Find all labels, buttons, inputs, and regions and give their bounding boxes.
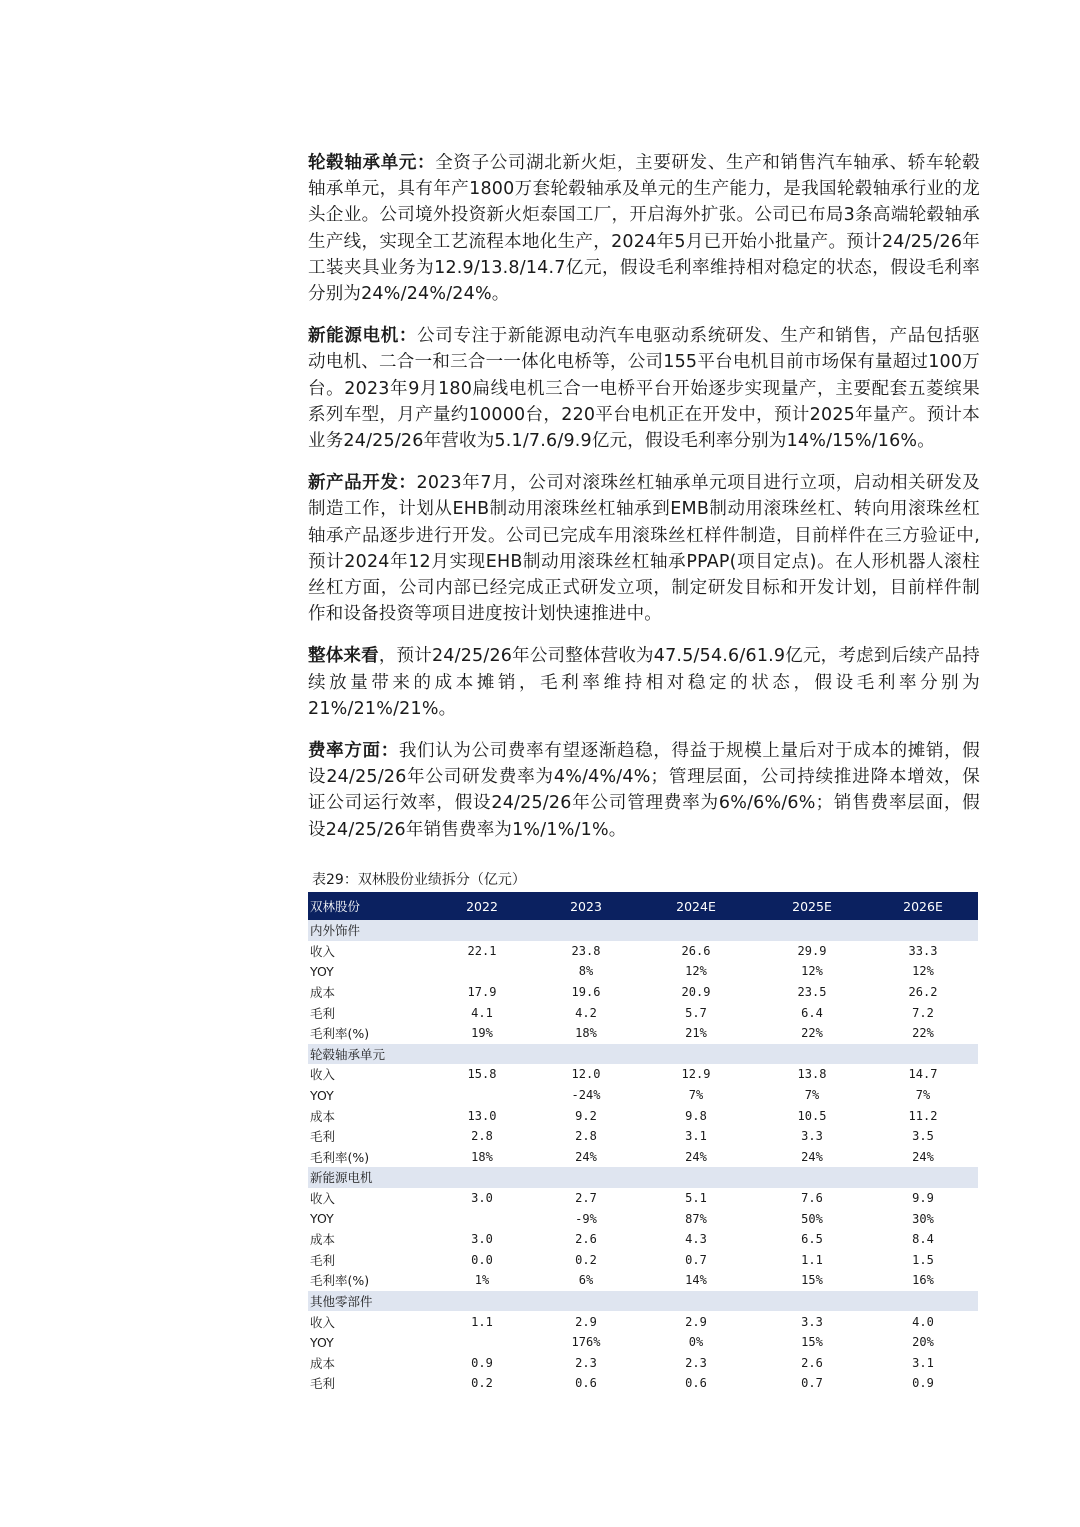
value-cell: 26.6 bbox=[681, 943, 711, 958]
table-row bbox=[308, 1229, 978, 1250]
row-label: 毛利 bbox=[310, 1005, 336, 1021]
value-cell: 2.7 bbox=[575, 1191, 597, 1206]
row-label: 成本 bbox=[310, 1232, 336, 1248]
paragraph-lead: 费率方面： bbox=[308, 741, 399, 762]
value-cell: 29.9 bbox=[797, 943, 827, 958]
value-cell: 12% bbox=[801, 964, 823, 979]
row-label: 毛利 bbox=[310, 1129, 336, 1145]
value-cell: 50% bbox=[801, 1211, 823, 1226]
value-cell: 24% bbox=[801, 1149, 823, 1164]
table-section-row bbox=[308, 920, 978, 941]
value-cell: 2.9 bbox=[685, 1314, 707, 1329]
value-cell: 7.2 bbox=[912, 1005, 934, 1020]
value-cell: 2.9 bbox=[575, 1314, 597, 1329]
paragraph-new-product bbox=[308, 470, 980, 627]
section-label: 轮毂轴承单元 bbox=[308, 1044, 978, 1065]
value-cell: 30% bbox=[912, 1211, 934, 1226]
value-cell: 20.9 bbox=[681, 985, 711, 1000]
value-cell: 3.1 bbox=[912, 1355, 934, 1370]
value-cell: 8% bbox=[578, 964, 594, 979]
value-cell: 4.1 bbox=[471, 1005, 493, 1020]
value-cell: 0.2 bbox=[575, 1252, 597, 1267]
table-row bbox=[308, 1311, 978, 1332]
value-cell: 12.0 bbox=[571, 1067, 601, 1082]
value-cell: 13.0 bbox=[467, 1108, 497, 1123]
table-row bbox=[308, 961, 978, 982]
value-cell: 18% bbox=[471, 1149, 493, 1164]
value-cell: 3.3 bbox=[801, 1129, 823, 1144]
value-cell: 19.6 bbox=[571, 985, 601, 1000]
value-cell: 2.3 bbox=[685, 1355, 707, 1370]
row-label: 收入 bbox=[310, 1191, 336, 1207]
value-cell: 3.1 bbox=[685, 1129, 707, 1144]
value-cell: 15% bbox=[801, 1335, 823, 1350]
table-row bbox=[308, 1373, 978, 1394]
value-cell: 0.9 bbox=[471, 1355, 493, 1370]
value-cell: 24% bbox=[912, 1149, 934, 1164]
header-cell: 2022 bbox=[428, 892, 536, 920]
value-cell: 9.9 bbox=[912, 1191, 934, 1206]
value-cell: 14.7 bbox=[908, 1067, 938, 1082]
value-cell: 26.2 bbox=[908, 985, 938, 1000]
value-cell: 24% bbox=[575, 1149, 597, 1164]
table-row bbox=[308, 1332, 978, 1353]
row-label: 毛利率(%) bbox=[310, 1149, 370, 1165]
value-cell: 0.6 bbox=[685, 1376, 707, 1391]
value-cell: 11.2 bbox=[908, 1108, 938, 1123]
paragraph-lead: 新能源电机： bbox=[308, 326, 418, 347]
value-cell: 7% bbox=[804, 1088, 820, 1103]
value-cell: 7% bbox=[915, 1088, 931, 1103]
row-label: 成本 bbox=[310, 985, 336, 1001]
paragraph-text: 公司专注于新能源电动汽车电驱动系统研发、生产和销售，产品包括驱动电机、二合一和三合一一体化电桥等，公司155平台电机目前市场保有量超过100万台。2023年9月180扁线电机三合一电桥平台开始逐步实现量产，主要配套五菱缤果系列车型，月产量约10000台，220平台电机正在开发中，预计2025年量产。预计本业务24/25/26年营收为5.1/7.6/9.9亿元，假设毛利率分别为14%/15%/16%。 bbox=[308, 326, 981, 452]
row-label: 成本 bbox=[310, 1108, 336, 1124]
value-cell: 5.7 bbox=[685, 1005, 707, 1020]
table-row bbox=[308, 1250, 978, 1271]
value-cell: 4.3 bbox=[685, 1232, 707, 1247]
value-cell: 22% bbox=[912, 1026, 934, 1041]
value-cell: 1.5 bbox=[912, 1252, 934, 1267]
value-cell: 23.5 bbox=[797, 985, 827, 1000]
value-cell: 3.0 bbox=[471, 1232, 493, 1247]
value-cell: 3.0 bbox=[471, 1191, 493, 1206]
value-cell: 0.0 bbox=[471, 1252, 493, 1267]
table-section-row bbox=[308, 1044, 978, 1065]
row-label: YOY bbox=[310, 1087, 334, 1103]
body-text bbox=[308, 150, 980, 859]
value-cell: 33.3 bbox=[908, 943, 938, 958]
paragraph-hub-bearing bbox=[308, 150, 980, 307]
paragraph-lead: 整体来看 bbox=[308, 646, 379, 667]
section-label: 内外饰件 bbox=[308, 920, 978, 941]
value-cell bbox=[428, 1332, 536, 1353]
row-label: YOY bbox=[310, 1334, 334, 1350]
value-cell: 22.1 bbox=[467, 943, 497, 958]
row-label: 毛利率(%) bbox=[310, 1273, 370, 1289]
value-cell: 16% bbox=[912, 1273, 934, 1288]
value-cell: 6.4 bbox=[801, 1005, 823, 1020]
row-label: 收入 bbox=[310, 943, 336, 959]
value-cell: 6.5 bbox=[801, 1232, 823, 1247]
row-label: YOY bbox=[310, 1211, 334, 1227]
value-cell: 22% bbox=[801, 1026, 823, 1041]
value-cell: 0.7 bbox=[685, 1252, 707, 1267]
value-cell: -9% bbox=[575, 1211, 597, 1226]
table-row bbox=[308, 1002, 978, 1023]
header-cell: 2026E bbox=[868, 892, 978, 920]
table-row bbox=[308, 1105, 978, 1126]
value-cell: 2.6 bbox=[801, 1355, 823, 1370]
header-cell: 2023 bbox=[536, 892, 636, 920]
paragraph-lead: 新产品开发： bbox=[308, 473, 417, 494]
row-label: 收入 bbox=[310, 1067, 336, 1083]
value-cell: 9.8 bbox=[685, 1108, 707, 1123]
value-cell: 21% bbox=[685, 1026, 707, 1041]
table-section-row bbox=[308, 1167, 978, 1188]
value-cell: 15.8 bbox=[467, 1067, 497, 1082]
value-cell: 176% bbox=[571, 1335, 601, 1350]
value-cell: 5.1 bbox=[685, 1191, 707, 1206]
header-cell: 2024E bbox=[636, 892, 756, 920]
table-row bbox=[308, 982, 978, 1003]
section-label: 新能源电机 bbox=[308, 1167, 978, 1188]
table-header-row bbox=[308, 892, 978, 920]
value-cell: 87% bbox=[685, 1211, 707, 1226]
table-row bbox=[308, 1147, 978, 1168]
value-cell: 1% bbox=[474, 1273, 490, 1288]
value-cell: 6% bbox=[578, 1273, 594, 1288]
header-cell: 2025E bbox=[756, 892, 868, 920]
value-cell: 0.6 bbox=[575, 1376, 597, 1391]
value-cell: 3.5 bbox=[912, 1129, 934, 1144]
value-cell: 7.6 bbox=[801, 1191, 823, 1206]
value-cell: 10.5 bbox=[797, 1108, 827, 1123]
table-section-row bbox=[308, 1291, 978, 1312]
value-cell bbox=[428, 1085, 536, 1106]
paragraph-lead: 轮毂轴承单元： bbox=[308, 153, 436, 173]
table-row bbox=[308, 1126, 978, 1147]
paragraph-text: 我们认为公司费率有望逐渐趋稳，得益于规模上量后对于成本的摊销，假设24/25/26年公司研发费率为4%/4%/4%；管理层面，公司持续推进降本增效，保证公司运行效率，假设24/25/26年公司管理费率为6%/6%/6%；销售费率层面，假设24/25/26年销售费率为1%/1%/1%。 bbox=[308, 741, 980, 840]
value-cell: 12% bbox=[912, 964, 934, 979]
value-cell: 12% bbox=[685, 964, 707, 979]
table-row bbox=[308, 941, 978, 962]
value-cell: 0.2 bbox=[471, 1376, 493, 1391]
value-cell: 0% bbox=[688, 1335, 704, 1350]
value-cell: 2.8 bbox=[471, 1129, 493, 1144]
paragraph-text: 全资子公司湖北新火炬，主要研发、生产和销售汽车轴承、轿车轮毂轴承单元，具有年产1800万套轮毂轴承及单元的生产能力，是我国轮毂轴承行业的龙头企业。公司境外投资新火炬泰国工厂，开启海外扩张。公司已布局3条高端轮毂轴承生产线，实现全工艺流程本地化生产，2024年5月已开始小批量产。预计24/25/26年工装夹具业务为12.9/13.8/14.7亿元，假设毛利率维持相对稳定的状态，假设毛利率分别为24%/24%/24%。 bbox=[308, 153, 981, 305]
value-cell bbox=[428, 1208, 536, 1229]
row-label: YOY bbox=[310, 963, 334, 979]
value-cell: 4.0 bbox=[912, 1314, 934, 1329]
row-label: 毛利 bbox=[310, 1376, 336, 1392]
value-cell: 1.1 bbox=[801, 1252, 823, 1267]
paragraph-text: ，预计24/25/26年公司整体营收为47.5/54.6/61.9亿元，考虑到后续产品持续放量带来的成本摊销，毛利率维持相对稳定的状态，假设毛利率分别为21%/21%/21%。 bbox=[308, 646, 980, 719]
row-label: 毛利 bbox=[310, 1252, 336, 1268]
value-cell: 2.8 bbox=[575, 1129, 597, 1144]
table-row bbox=[308, 1188, 978, 1209]
value-cell: 0.9 bbox=[912, 1376, 934, 1391]
table-row bbox=[308, 1064, 978, 1085]
value-cell: 1.1 bbox=[471, 1314, 493, 1329]
value-cell: 14% bbox=[685, 1273, 707, 1288]
value-cell: 20% bbox=[912, 1335, 934, 1350]
row-label: 成本 bbox=[310, 1355, 336, 1371]
value-cell: 19% bbox=[471, 1026, 493, 1041]
value-cell bbox=[428, 961, 536, 982]
value-cell: 17.9 bbox=[467, 985, 497, 1000]
table-row bbox=[308, 1023, 978, 1044]
paragraph-expense-rate bbox=[308, 738, 980, 843]
header-cell: 双林股份 bbox=[308, 892, 428, 920]
paragraph-ev-motor bbox=[308, 323, 980, 454]
table-row bbox=[308, 1208, 978, 1229]
value-cell: 23.8 bbox=[571, 943, 601, 958]
value-cell: 2.6 bbox=[575, 1232, 597, 1247]
value-cell: 4.2 bbox=[575, 1005, 597, 1020]
value-cell: 15% bbox=[801, 1273, 823, 1288]
value-cell: 24% bbox=[685, 1149, 707, 1164]
value-cell: 0.7 bbox=[801, 1376, 823, 1391]
paragraph-text: 2023年7月，公司对滚珠丝杠轴承单元项目进行立项，启动相关研发及制造工作，计划从EHB制动用滚珠丝杠轴承到EMB制动用滚珠丝杠、转向用滚珠丝杠轴承产品逐步进行开发。公司已完成车用滚珠丝杠样件制造，目前样件在三方验证中,预计2024年12月实现EHB制动用滚珠丝杠轴承PPAP(项目定点)。在人形机器人滚柱丝杠方面，公司内部已经完成正式研发立项，制定研发目标和开发计划，目前样件制作和设备投资等项目进度按计划快速推进中。 bbox=[308, 473, 980, 625]
table-body bbox=[308, 920, 978, 1394]
value-cell: 3.3 bbox=[801, 1314, 823, 1329]
table-row bbox=[308, 1085, 978, 1106]
value-cell: 12.9 bbox=[681, 1067, 711, 1082]
section-label: 其他零部件 bbox=[308, 1291, 978, 1312]
table-row bbox=[308, 1352, 978, 1373]
earnings-breakdown-table bbox=[308, 892, 978, 1394]
value-cell: 2.3 bbox=[575, 1355, 597, 1370]
table-row bbox=[308, 1270, 978, 1291]
paragraph-overall bbox=[308, 643, 980, 722]
value-cell: 8.4 bbox=[912, 1232, 934, 1247]
value-cell: 9.2 bbox=[575, 1108, 597, 1123]
value-cell: 7% bbox=[688, 1088, 704, 1103]
value-cell: 13.8 bbox=[797, 1067, 827, 1082]
table-caption: 表29：双林股份业绩拆分（亿元） bbox=[312, 872, 526, 888]
row-label: 毛利率(%) bbox=[310, 1026, 370, 1042]
value-cell: -24% bbox=[571, 1088, 601, 1103]
value-cell: 18% bbox=[575, 1026, 597, 1041]
row-label: 收入 bbox=[310, 1314, 336, 1330]
